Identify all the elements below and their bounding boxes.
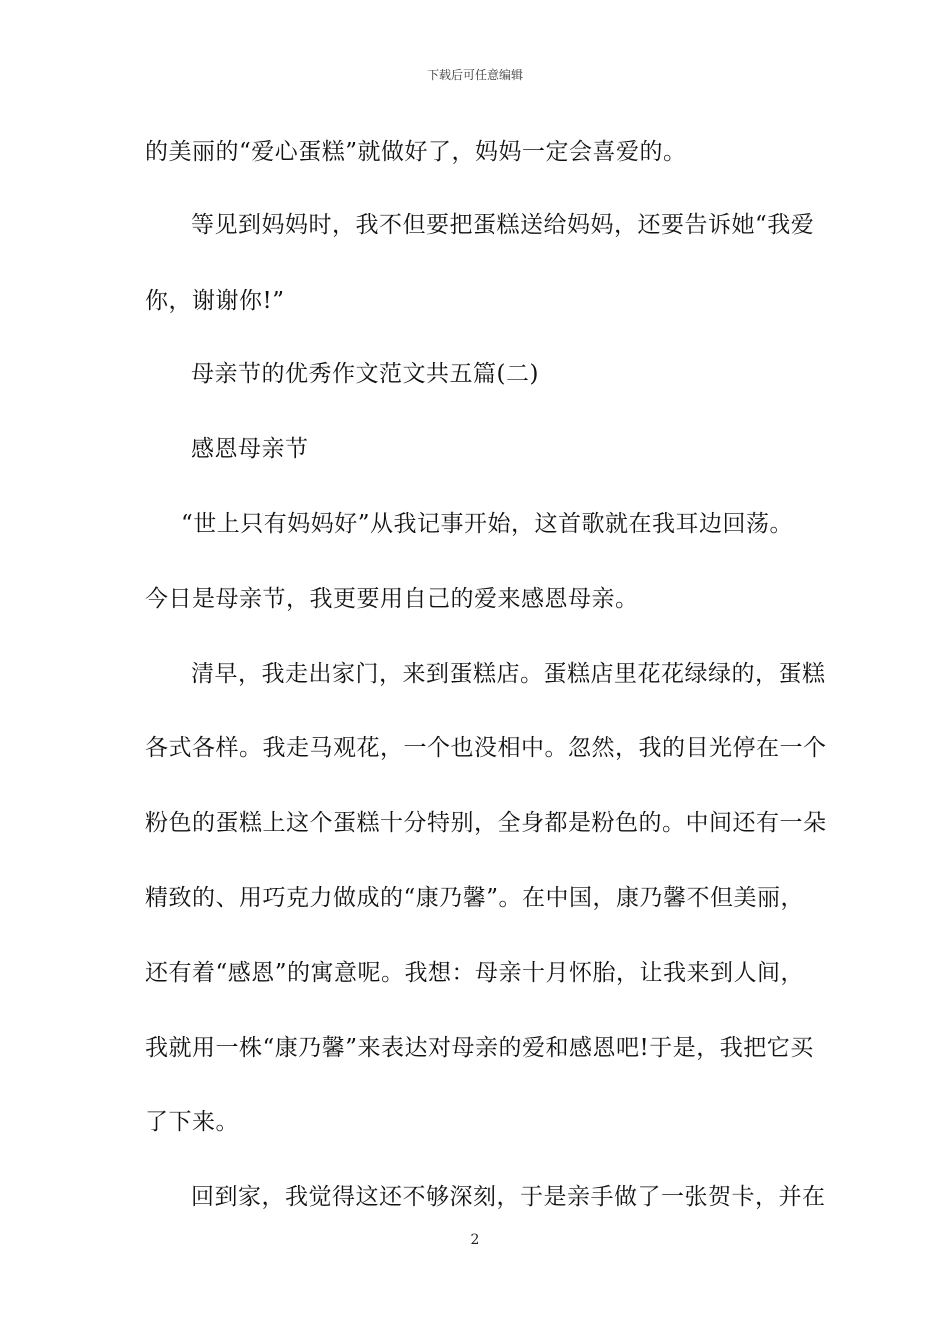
text-line: 我就用一株“康乃馨”来表达对母亲的爱和感恩吧!于是，我把它买: [145, 1035, 814, 1061]
text-line: 清早，我走出家门，来到蛋糕店。蛋糕店里花花绿绿的，蛋糕: [191, 661, 826, 687]
text-line: 回到家，我觉得这还不够深刻，于是亲手做了一张贺卡，并在: [191, 1184, 826, 1210]
text-line: 还有着“感恩”的寓意呢。我想：母亲十月怀胎，让我来到人间，: [145, 960, 805, 986]
text-line: 今日是母亲节，我更要用自己的爱来感恩母亲。: [145, 586, 639, 612]
text-line: 的美丽的“爱心蛋糕”就做好了，妈妈一定会喜爱的。: [145, 139, 687, 165]
text-line: 等见到妈妈时，我不但要把蛋糕送给妈妈，还要告诉她“我爱: [191, 212, 815, 238]
text-line: 你，谢谢你!”: [145, 288, 285, 314]
text-line: 粉色的蛋糕上这个蛋糕十分特别，全身都是粉色的。中间还有一朵: [145, 810, 827, 836]
page-number: 2: [470, 1232, 480, 1248]
text-line: 精致的、用巧克力做成的“康乃馨”。在中国，康乃馨不但美丽，: [145, 885, 805, 911]
text-line: 各式各样。我走马观花，一个也没相中。忽然，我的目光停在一个: [145, 735, 827, 761]
section-title: 母亲节的优秀作文范文共五篇(二): [191, 361, 539, 387]
essay-title: 感恩母亲节: [191, 436, 309, 462]
text-line: “世上只有妈妈好”从我记事开始，这首歌就在我耳边回荡。: [181, 511, 794, 537]
page-header: 下载后可任意编辑: [426, 68, 523, 82]
text-line: 了下来。: [145, 1109, 239, 1135]
